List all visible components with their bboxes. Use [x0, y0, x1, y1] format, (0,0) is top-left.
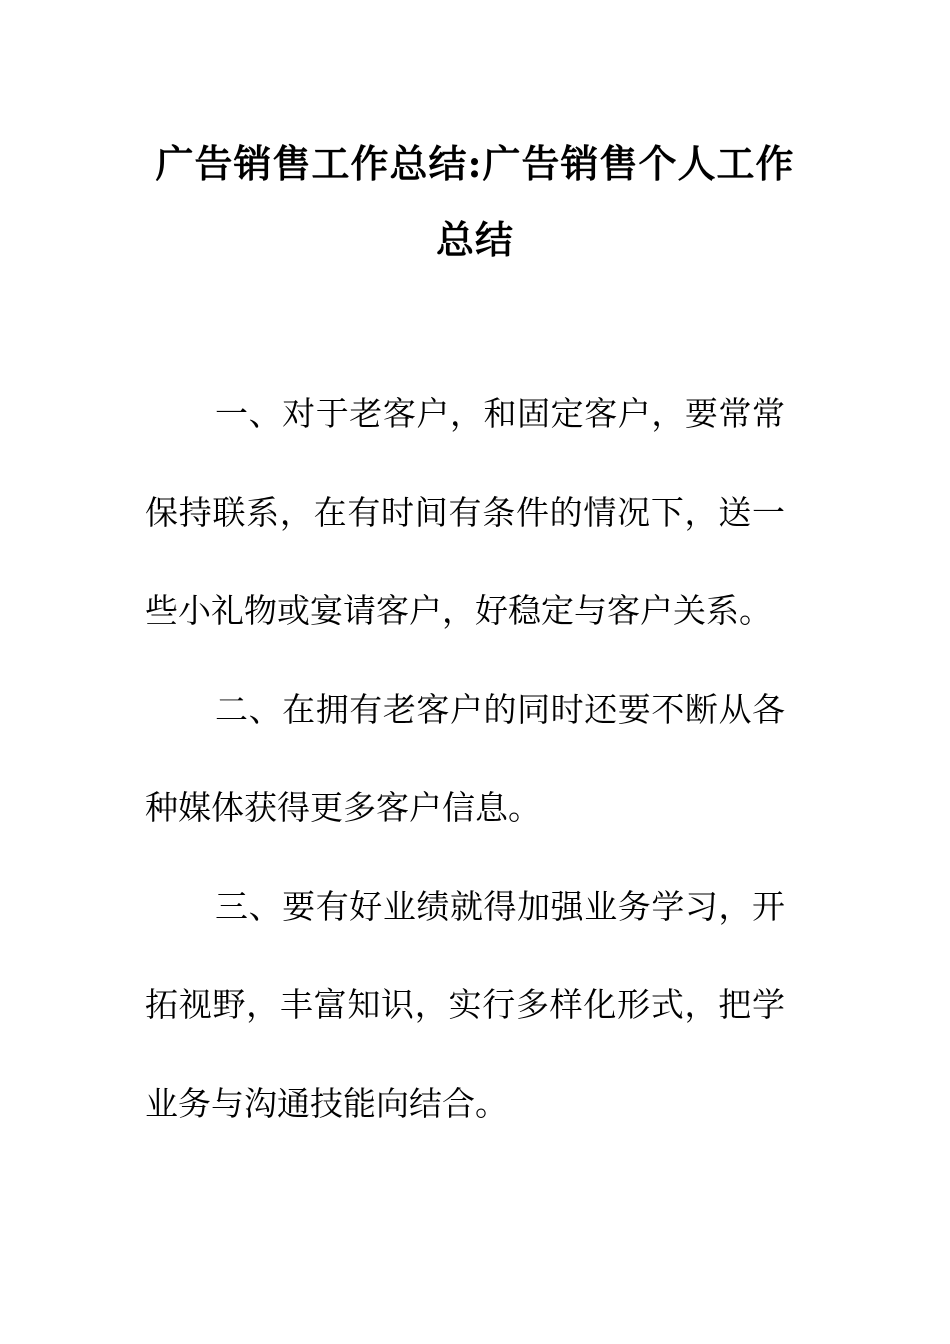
paragraph-1: 一、对于老客户，和固定客户，要常常保持联系，在有时间有条件的情况下，送一些小礼物或宴请客户，好稳定与客户关系。 — [145, 394, 785, 630]
document-body — [145, 365, 785, 1153]
document-title: 广告销售工作总结:广告销售个人工作总结 — [155, 141, 795, 262]
paragraph-3: 三、要有好业绩就得加强业务学习，开拓视野，丰富知识，实行多样化形式，把学业务与沟通技能向结合。 — [145, 886, 785, 1123]
paragraph-2: 二、在拥有老客户的同时还要不断从各种媒体获得更多客户信息。 — [145, 689, 785, 827]
